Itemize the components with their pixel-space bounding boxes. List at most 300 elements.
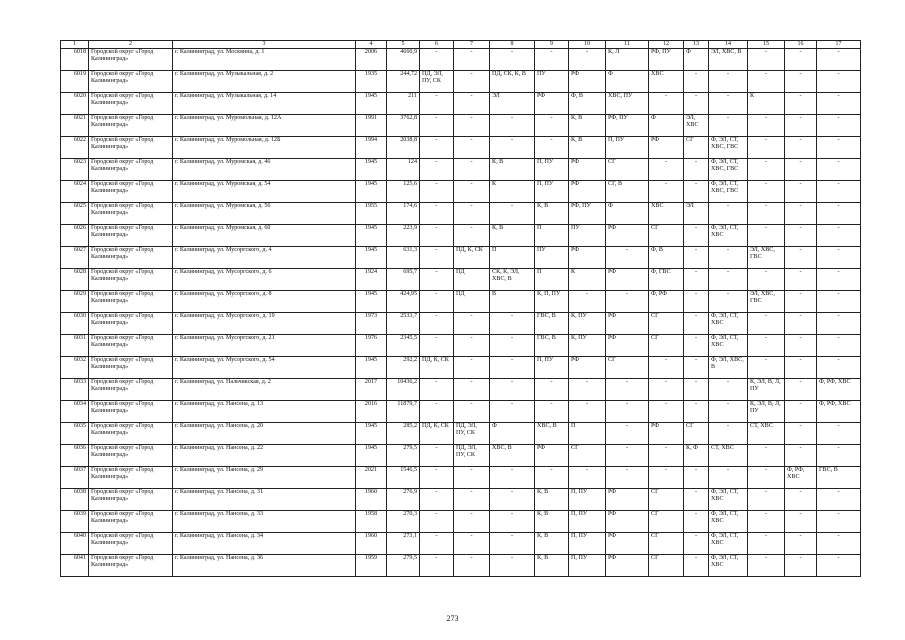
table-cell: К, ЭЛ, В, Л, ПУ	[748, 379, 785, 401]
table-cell: -	[817, 445, 861, 467]
table-cell: Ф	[684, 49, 709, 71]
table-cell: 6026	[61, 225, 89, 247]
table-cell: 2006	[356, 49, 387, 71]
table-cell: 2533,7	[387, 313, 420, 335]
table-row	[61, 467, 861, 489]
table-cell: -	[817, 423, 861, 445]
table-cell: -	[684, 511, 709, 533]
table-cell: -	[490, 533, 535, 555]
table-cell: 276,9	[387, 489, 420, 511]
table-cell: г. Калининград, ул. Муромольная, д. 12А	[173, 115, 356, 137]
table-cell: 6020	[61, 93, 89, 115]
table-cell: 6019	[61, 71, 89, 93]
table-cell: -	[420, 511, 454, 533]
table-cell: СТ, ХВС	[748, 423, 785, 445]
table-cell: г. Калининград, ул. Нансена, д. 13	[173, 401, 356, 423]
table-cell: 1960	[356, 533, 387, 555]
table-cell: -	[420, 181, 454, 203]
table-cell: -	[454, 159, 490, 181]
table-cell: -	[748, 137, 785, 159]
table-cell: Городской округ «Город Калининград»	[89, 511, 173, 533]
table-cell: -	[709, 291, 748, 313]
table-cell: -	[785, 511, 817, 533]
table-cell: -	[709, 467, 748, 489]
table-cell: Городской округ «Город Калининград»	[89, 489, 173, 511]
table-cell: -	[569, 467, 606, 489]
table-cell: -	[606, 445, 649, 467]
table-cell: -	[490, 489, 535, 511]
table-cell: -	[454, 71, 490, 93]
table-row	[61, 181, 861, 203]
table-cell: -	[785, 401, 817, 423]
table-row	[61, 115, 861, 137]
table-cell: 2345,5	[387, 335, 420, 357]
table-cell: -	[709, 423, 748, 445]
table-cell: 6021	[61, 115, 89, 137]
table-cell: -	[420, 225, 454, 247]
table-cell: -	[817, 357, 861, 379]
table-cell: Городской округ «Город Калининград»	[89, 445, 173, 467]
table-cell: г. Калининград, ул. Мусоргского, д. 19	[173, 313, 356, 335]
table-cell: 1546,5	[387, 467, 420, 489]
table-cell: -	[569, 49, 606, 71]
table-cell: РФ	[535, 93, 569, 115]
table-cell: 285,2	[387, 423, 420, 445]
table-row	[61, 555, 861, 577]
page-number: 273	[446, 614, 459, 623]
table-cell: г. Калининград, ул. Нансена, д. 29	[173, 467, 356, 489]
table-cell: РФ, ПУ	[649, 49, 684, 71]
table-cell: -	[606, 247, 649, 269]
table-cell: Ф, ЭЛ, СТ, ХВС	[709, 313, 748, 335]
table-cell: -	[490, 115, 535, 137]
table-cell: Ф	[606, 71, 649, 93]
table-row	[61, 291, 861, 313]
table-row	[61, 401, 861, 423]
table-cell: -	[785, 423, 817, 445]
table-cell: -	[606, 467, 649, 489]
table-cell: -	[454, 533, 490, 555]
table-cell: -	[420, 335, 454, 357]
table-cell: 6025	[61, 203, 89, 225]
table-cell: Ф, ЭЛ, ХВС, В	[709, 357, 748, 379]
table-cell: П	[535, 225, 569, 247]
table-cell: -	[606, 291, 649, 313]
table-cell: П, ПУ	[569, 489, 606, 511]
table-cell: г. Калининград, ул. Мусоргского, д. 54	[173, 357, 356, 379]
table-cell: СГ	[649, 489, 684, 511]
table-cell: ПД, ЭЛ, ПУ, СК	[420, 71, 454, 93]
table-cell: -	[709, 71, 748, 93]
table-cell: П, ПУ	[606, 137, 649, 159]
table-cell: ХВС, В	[535, 423, 569, 445]
table-cell: -	[649, 445, 684, 467]
table-cell: ХВС, В	[490, 445, 535, 467]
table-cell: -	[785, 269, 817, 291]
table-cell: 6032	[61, 357, 89, 379]
table-cell: -	[649, 357, 684, 379]
table-cell: РФ	[535, 445, 569, 467]
table-cell: Городской округ «Город Калининград»	[89, 247, 173, 269]
table-cell: ПД, ЭЛ, ПУ, СК	[454, 423, 490, 445]
table-cell: -	[420, 313, 454, 335]
table-cell: -	[785, 533, 817, 555]
table-cell: -	[684, 225, 709, 247]
table-cell: -	[420, 401, 454, 423]
table-cell: -	[454, 489, 490, 511]
table-cell: Ф, ЭЛ, СТ, ХВС	[709, 335, 748, 357]
column-header: 13	[684, 41, 709, 49]
table-cell: -	[490, 379, 535, 401]
table-cell: -	[454, 379, 490, 401]
table-cell: -	[785, 225, 817, 247]
table-cell: 6033	[61, 379, 89, 401]
table-cell: 2017	[356, 379, 387, 401]
table-cell: -	[817, 291, 861, 313]
table-row	[61, 357, 861, 379]
table-cell: -	[454, 555, 490, 577]
table-cell: -	[420, 445, 454, 467]
table-cell: СГ	[649, 313, 684, 335]
table-cell: -	[490, 313, 535, 335]
table-row	[61, 379, 861, 401]
table-cell: Городской округ «Город Калининград»	[89, 269, 173, 291]
table-cell: -	[454, 225, 490, 247]
column-header: 3	[173, 41, 356, 49]
table-cell: 6024	[61, 181, 89, 203]
column-header: 12	[649, 41, 684, 49]
table-cell: -	[454, 93, 490, 115]
table-cell: -	[817, 115, 861, 137]
table-cell: 174,6	[387, 203, 420, 225]
table-cell: г. Калининград, ул. Нансена, д. 34	[173, 533, 356, 555]
column-header: 14	[709, 41, 748, 49]
table-cell: 6031	[61, 335, 89, 357]
table-cell: -	[420, 291, 454, 313]
table-cell: СГ	[684, 423, 709, 445]
table-cell: -	[748, 467, 785, 489]
table-cell: РФ	[569, 159, 606, 181]
registry-table	[60, 40, 861, 577]
table-cell: -	[606, 401, 649, 423]
table-cell: Ф, ЭЛ, СТ, ХВС	[709, 511, 748, 533]
table-cell: -	[454, 467, 490, 489]
table-cell: 1959	[356, 555, 387, 577]
table-cell: -	[684, 467, 709, 489]
table-cell: ПД, ЭЛ, ПУ, СК	[454, 445, 490, 467]
table-cell: РФ	[606, 489, 649, 511]
table-cell: 1945	[356, 357, 387, 379]
table-row	[61, 71, 861, 93]
table-cell: -	[490, 511, 535, 533]
table-cell: ЭЛ, ХВС, В	[709, 49, 748, 71]
table-cell: -	[748, 115, 785, 137]
table-cell: Ф, РФ, ХВС	[785, 467, 817, 489]
table-cell: РФ	[649, 423, 684, 445]
table-cell: -	[535, 379, 569, 401]
table-cell: -	[748, 555, 785, 577]
table-cell: -	[817, 335, 861, 357]
table-cell: Ф, ЭЛ, СТ, ХВС, ГВС	[709, 181, 748, 203]
table-row	[61, 137, 861, 159]
table-cell: Городской округ «Город Калининград»	[89, 291, 173, 313]
table-cell: Городской округ «Город Калининград»	[89, 313, 173, 335]
table-cell: 1945	[356, 445, 387, 467]
table-cell: -	[420, 203, 454, 225]
table-cell: -	[454, 181, 490, 203]
table-cell: ЭЛ, ХВС	[684, 115, 709, 137]
table-cell: -	[709, 269, 748, 291]
table-cell: -	[684, 555, 709, 577]
table-cell: ХВС	[649, 203, 684, 225]
table-cell: 273,1	[387, 533, 420, 555]
table-cell: г. Калининград, ул. Муромская, д. 60	[173, 225, 356, 247]
table-cell: -	[785, 247, 817, 269]
table-cell: 1945	[356, 291, 387, 313]
table-cell: П, ПУ	[535, 357, 569, 379]
table-cell: 6028	[61, 269, 89, 291]
table-cell: 1958	[356, 511, 387, 533]
table-cell: П	[535, 269, 569, 291]
table-cell: 6029	[61, 291, 89, 313]
table-cell: Ф	[606, 203, 649, 225]
table-cell: Городской округ «Город Калининград»	[89, 423, 173, 445]
table-cell: К, ЭЛ, В, Л, ПУ	[748, 401, 785, 423]
table-cell: -	[785, 379, 817, 401]
table-cell: -	[649, 93, 684, 115]
column-header: 17	[817, 41, 861, 49]
table-cell: П, ПУ	[535, 181, 569, 203]
table-cell: -	[748, 49, 785, 71]
table-cell: -	[454, 115, 490, 137]
table-cell: -	[684, 291, 709, 313]
table-cell: 292,2	[387, 357, 420, 379]
table-cell: -	[785, 203, 817, 225]
table-row	[61, 269, 861, 291]
table-cell: ПУ	[569, 225, 606, 247]
table-cell: СГ	[569, 445, 606, 467]
table-cell: РФ	[569, 357, 606, 379]
table-cell: -	[748, 511, 785, 533]
table-cell: -	[649, 401, 684, 423]
table-cell: СТ, ХВС	[709, 445, 748, 467]
table-cell: -	[709, 93, 748, 115]
table-cell: РФ	[606, 269, 649, 291]
table-cell: 1991	[356, 115, 387, 137]
table-cell: -	[684, 401, 709, 423]
table-cell: -	[817, 533, 861, 555]
table-cell: -	[785, 555, 817, 577]
table-cell: -	[817, 555, 861, 577]
table-cell: -	[748, 489, 785, 511]
table-cell: -	[785, 335, 817, 357]
table-cell: -	[684, 489, 709, 511]
column-header: 9	[535, 41, 569, 49]
table-cell: Ф, ЭЛ, СТ, ХВС	[709, 533, 748, 555]
table-cell: г. Калининград, ул. Нансена, д. 20	[173, 423, 356, 445]
table-cell: -	[420, 247, 454, 269]
table-cell: 279,5	[387, 445, 420, 467]
table-cell: 6027	[61, 247, 89, 269]
table-cell: -	[684, 269, 709, 291]
table-cell: СГ	[649, 335, 684, 357]
table-cell: СГ	[649, 225, 684, 247]
table-cell: -	[709, 115, 748, 137]
table-cell: К, ПУ	[569, 313, 606, 335]
table-cell: -	[454, 357, 490, 379]
table-cell: ПД, К, СК	[454, 247, 490, 269]
table-cell: г. Калининград, ул. Мусоргского, д. 8	[173, 291, 356, 313]
table-cell: К, П, ПУ	[535, 291, 569, 313]
table-cell: 6036	[61, 445, 89, 467]
table-cell: РФ	[606, 335, 649, 357]
table-cell: -	[649, 181, 684, 203]
table-cell: СГ	[684, 137, 709, 159]
table-row	[61, 313, 861, 335]
table-cell: 6040	[61, 533, 89, 555]
table-cell: -	[420, 489, 454, 511]
table-cell: Городской округ «Город Калининград»	[89, 159, 173, 181]
table-cell: 424,95	[387, 291, 420, 313]
table-cell: СГ	[649, 511, 684, 533]
table-cell: -	[684, 313, 709, 335]
table-row	[61, 533, 861, 555]
column-header: 2	[89, 41, 173, 49]
table-cell: -	[454, 511, 490, 533]
table-cell: Городской округ «Город Калининград»	[89, 137, 173, 159]
table-cell: К, ПУ	[569, 335, 606, 357]
table-cell: -	[454, 335, 490, 357]
table-cell: 6030	[61, 313, 89, 335]
table-cell: ПД	[454, 269, 490, 291]
table-cell: Ф, РФ, ХВС	[817, 379, 861, 401]
table-cell: Ф, В	[649, 247, 684, 269]
table-cell: 211	[387, 93, 420, 115]
table-cell: К	[748, 93, 785, 115]
table-cell: П, ПУ	[569, 533, 606, 555]
table-cell: -	[454, 137, 490, 159]
table-cell: Ф, В	[569, 93, 606, 115]
table-cell: -	[709, 203, 748, 225]
table-row	[61, 203, 861, 225]
table-cell: -	[817, 247, 861, 269]
table-cell: РФ	[606, 225, 649, 247]
table-cell: -	[420, 93, 454, 115]
table-cell: -	[684, 357, 709, 379]
table-row	[61, 423, 861, 445]
table-cell: 1945	[356, 225, 387, 247]
table-cell: -	[569, 291, 606, 313]
table-cell: -	[535, 467, 569, 489]
table-cell: ГВС, В	[535, 335, 569, 357]
table-cell: РФ, ПУ	[569, 203, 606, 225]
table-cell: -	[785, 71, 817, 93]
table-cell: П	[569, 423, 606, 445]
table-cell: Ф, ЭЛ, СТ, ХВС	[709, 489, 748, 511]
column-header: 4	[356, 41, 387, 49]
table-cell: К, В	[569, 115, 606, 137]
table-cell: Городской округ «Город Калининград»	[89, 467, 173, 489]
table-cell: -	[420, 49, 454, 71]
table-cell: -	[535, 49, 569, 71]
table-cell: ЭЛ, ХВС, ГВС	[748, 247, 785, 269]
table-cell: Ф, РФ, ХВС	[817, 401, 861, 423]
table-cell: 1976	[356, 335, 387, 357]
table-cell: 2021	[356, 467, 387, 489]
table-cell: Ф, ЭЛ, СТ, ХВС	[709, 555, 748, 577]
table-cell: -	[785, 159, 817, 181]
table-cell: г. Калининград, ул. Мусоргского, д. 6	[173, 269, 356, 291]
table-cell: Городской округ «Город Калининград»	[89, 203, 173, 225]
table-cell: -	[454, 401, 490, 423]
table-cell: 279,5	[387, 555, 420, 577]
table-cell: Ф	[490, 423, 535, 445]
column-header: 10	[569, 41, 606, 49]
table-cell: -	[420, 467, 454, 489]
table-cell: -	[490, 335, 535, 357]
table-cell: -	[748, 203, 785, 225]
table-cell: -	[709, 379, 748, 401]
table-cell: -	[817, 489, 861, 511]
table-cell: Ф, РФ	[649, 291, 684, 313]
table-cell: -	[817, 225, 861, 247]
table-cell: Городской округ «Город Калининград»	[89, 533, 173, 555]
table-cell: РФ	[606, 533, 649, 555]
table-cell: 1945	[356, 423, 387, 445]
table-cell: -	[709, 401, 748, 423]
table-cell: г. Калининград, ул. Муромская, д. 54	[173, 181, 356, 203]
table-cell: -	[569, 379, 606, 401]
table-cell: -	[420, 379, 454, 401]
table-cell: П, ПУ	[535, 159, 569, 181]
table-cell: г. Калининград, ул. Нансена, д. 22	[173, 445, 356, 467]
table-cell: -	[569, 401, 606, 423]
table-cell: -	[490, 203, 535, 225]
table-cell: Ф	[649, 115, 684, 137]
table-cell: 6038	[61, 489, 89, 511]
table-row	[61, 511, 861, 533]
table-cell: 6018	[61, 49, 89, 71]
table-cell: -	[817, 313, 861, 335]
header-row	[61, 41, 861, 49]
column-header: 7	[454, 41, 490, 49]
table-cell: -	[684, 379, 709, 401]
table-cell: Городской округ «Город Калининград»	[89, 49, 173, 71]
table-cell: -	[817, 159, 861, 181]
table-row	[61, 93, 861, 115]
table-cell: 1945	[356, 181, 387, 203]
table-cell: -	[490, 137, 535, 159]
table-cell: ПД, К, СК	[420, 357, 454, 379]
table-cell: -	[748, 225, 785, 247]
table-cell: -	[490, 49, 535, 71]
table-cell: Городской округ «Город Калининград»	[89, 115, 173, 137]
table-cell: 4660,9	[387, 49, 420, 71]
table-cell: РФ	[649, 137, 684, 159]
table-cell: К, В	[535, 555, 569, 577]
table-cell: 3762,8	[387, 115, 420, 137]
table-cell: Городской округ «Город Калининград»	[89, 225, 173, 247]
registry-table-container	[60, 40, 861, 577]
table-cell: 1973	[356, 313, 387, 335]
table-cell: г. Калининград, ул. Нансена, д. 33	[173, 511, 356, 533]
table-cell: Городской округ «Город Калининград»	[89, 379, 173, 401]
table-cell: РФ, ПУ	[606, 115, 649, 137]
table-cell: 1960	[356, 489, 387, 511]
table-cell: г. Калининград, ул. Нансена, д. 31	[173, 489, 356, 511]
table-cell: РФ	[569, 181, 606, 203]
table-cell: 270,3	[387, 511, 420, 533]
